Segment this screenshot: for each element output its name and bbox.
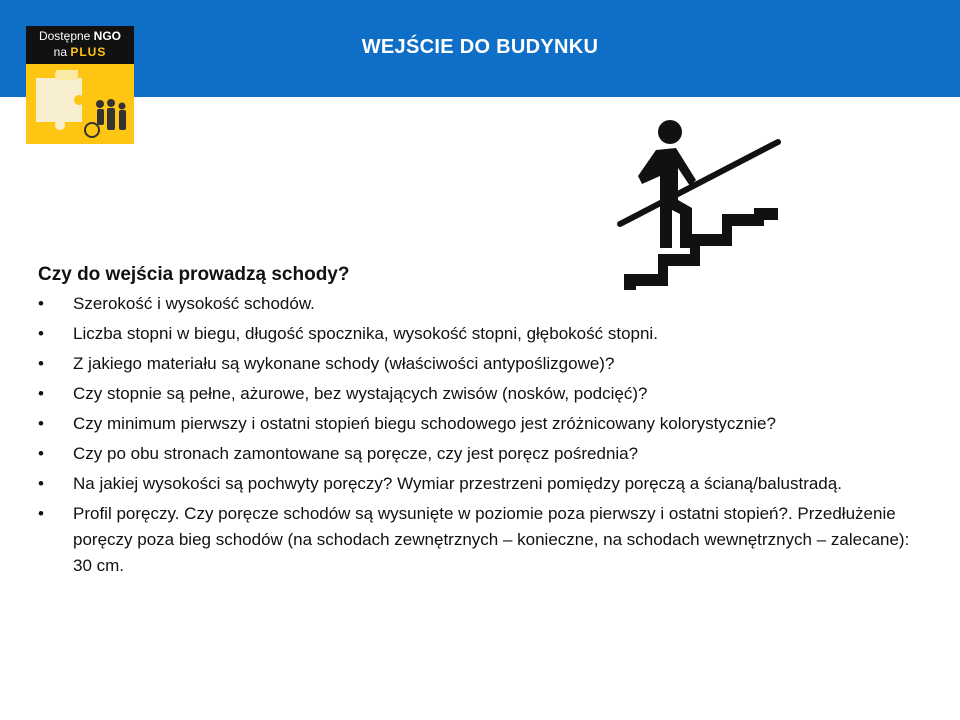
logo-plus-text: PLUS [70, 45, 107, 59]
list-item [38, 351, 918, 377]
content [38, 264, 918, 583]
bullet-icon: • [38, 384, 44, 403]
list-item-text: Czy stopnie są pełne, ażurowe, bez wystających zwisów (nosków, podcięć)? [73, 384, 648, 403]
list-item-text: Liczba stopni w biegu, długość spocznika, wysokość stopni, głębokość stopni. [73, 324, 658, 343]
list-item [38, 381, 918, 407]
bullet-icon: • [38, 414, 44, 433]
bullet-list [38, 291, 918, 579]
list-item-text: Profil poręczy. Czy poręcze schodów są wysunięte w poziomie poza pierwszy i ostatni stopień?. Przedłużenie poręczy poza bieg schodów (na schodach zewnętrznych – konieczne, na schodach wewnętrznych – zalecane): 30 cm. [73, 504, 910, 575]
list-item [38, 471, 918, 497]
bullet-icon: • [38, 354, 44, 373]
list-item-text: Czy po obu stronach zamontowane są poręcze, czy jest poręcz pośrednia? [73, 444, 639, 463]
bullet-icon: • [38, 324, 44, 343]
list-item [38, 411, 918, 437]
list-item-text: Szerokość i wysokość schodów. [73, 294, 315, 313]
list-item-text: Na jakiej wysokości są pochwyty poręczy? Wymiar przestrzeni pomiędzy poręczą a ścianą/balustradą. [73, 474, 842, 493]
list-item [38, 441, 918, 467]
list-item [38, 321, 918, 347]
list-item-text: Czy minimum pierwszy i ostatni stopień biegu schodowego jest zróżnicowany kolorystycznie? [73, 414, 776, 433]
section-heading: Czy do wejścia prowadzą schody? [38, 264, 350, 285]
logo-line2-text: na [53, 45, 71, 59]
list-item [38, 291, 918, 317]
logo-line1-text: Dostępne [38, 29, 94, 43]
logo-line1-strong: NGO [93, 29, 122, 43]
page-title: WEJŚCIE DO BUDYNKU [361, 36, 599, 58]
logo-text [26, 26, 134, 64]
list-item-text: Z jakiego materiału są wykonane schody (właściwości antypoślizgowe)? [73, 354, 615, 373]
puzzle-people-icon [26, 64, 134, 144]
list-item [38, 501, 918, 579]
bullet-icon: • [38, 444, 44, 463]
logo [26, 26, 134, 144]
bullet-icon: • [38, 474, 44, 493]
bullet-icon: • [38, 504, 44, 523]
bullet-icon: • [38, 294, 44, 313]
